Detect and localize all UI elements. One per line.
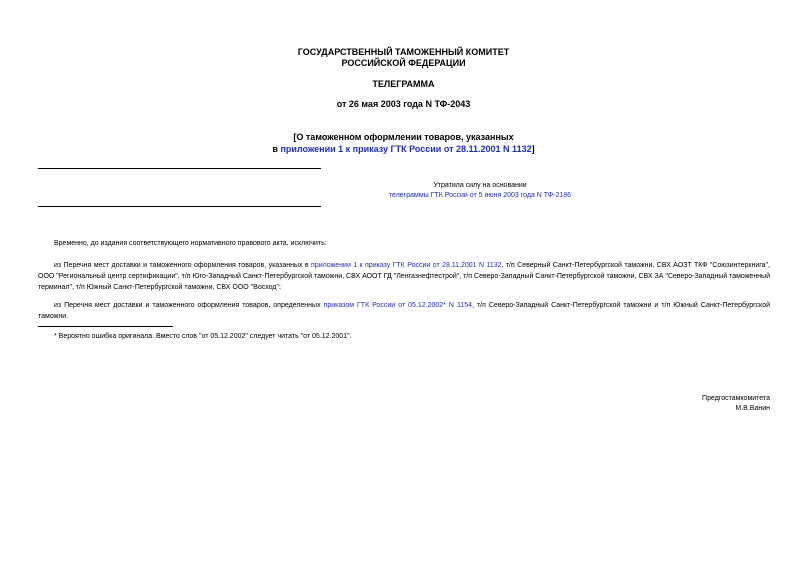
subject-suffix: ] bbox=[531, 144, 535, 154]
issuer-line-1: ГОСУДАРСТВЕННЫЙ ТАМОЖЕННЫЙ КОМИТЕТ bbox=[297, 47, 510, 57]
status-notice bbox=[280, 181, 680, 201]
exclusion-paragraph-1 bbox=[38, 260, 770, 293]
p1-suffix: , т/п Северный Санкт-Петербургской таможни, СВХ АОЗТ ТКФ "Союзинтеркнига", ООО "Региональный центр сертификации", т/п Юго-Западный Санкт-Петербургской таможни, СВХ АООТ ГД "Ленгазнефтестрой", т/п Северо-Западный Санкт-Петербургской таможни, СВХ ЗА "Северо-Западный таможенный терминал", т/п Южный Санкт-Петербургской таможни, СВХ ООО "Восход"; bbox=[38, 262, 770, 291]
telegram-2186-link[interactable]: телеграммы ГТК России от 5 июня 2003 года N ТФ-2186 bbox=[388, 192, 572, 199]
signatory-title: Предгостамкомитета bbox=[702, 395, 770, 402]
document-subject bbox=[0, 131, 807, 155]
issuer-line-2: РОССИЙСКОЙ ФЕДЕРАЦИИ bbox=[341, 58, 466, 68]
subject-line-1: [О таможенном оформлении товаров, указанных bbox=[293, 132, 514, 142]
p2-suffix: , т/п Северо-Западный Санкт-Петербургской таможни и т/п Южный Санкт-Петербургской таможни. bbox=[38, 302, 770, 320]
signatory-name: М.В.Ванин bbox=[735, 405, 770, 412]
document-type: ТЕЛЕГРАММА bbox=[372, 79, 435, 89]
subject-prefix: в bbox=[272, 144, 281, 154]
divider-top bbox=[38, 168, 321, 169]
footnote-divider bbox=[38, 326, 173, 327]
intro-text: Временно, до издания соответствующего нормативного правового акта, исключить: bbox=[54, 240, 327, 247]
order-1132-link[interactable]: приложении 1 к приказу ГТК России от 28.11.2001 N 1132 bbox=[280, 144, 532, 154]
signature-block bbox=[702, 394, 770, 414]
subject-line-2 bbox=[0, 143, 807, 155]
order-1154-link[interactable]: приказом ГТК России от 05.12.2002* N 1154 bbox=[323, 302, 472, 309]
exclusion-paragraph-2 bbox=[38, 300, 770, 322]
p2-prefix: из Перечня мест доставки и таможенного оформления товаров, определенных bbox=[54, 302, 324, 309]
footnote: * Вероятно ошибка оригинала. Вместо слов "от 05.12.2002" следует читать "от 05.12.2001". bbox=[54, 333, 352, 340]
divider-bottom bbox=[38, 206, 321, 207]
document-date: от 26 мая 2003 года N ТФ-2043 bbox=[336, 99, 471, 109]
intro-paragraph bbox=[38, 238, 770, 249]
status-text: Утратила силу на основании bbox=[433, 182, 527, 189]
p1-prefix: из Перечня мест доставки и таможенного оформления товаров, указанных в bbox=[54, 262, 312, 269]
order-1132-body-link[interactable]: приложении 1 к приказу ГТК России от 28.11.2001 N 1132 bbox=[311, 262, 502, 269]
document-header bbox=[0, 47, 807, 69]
